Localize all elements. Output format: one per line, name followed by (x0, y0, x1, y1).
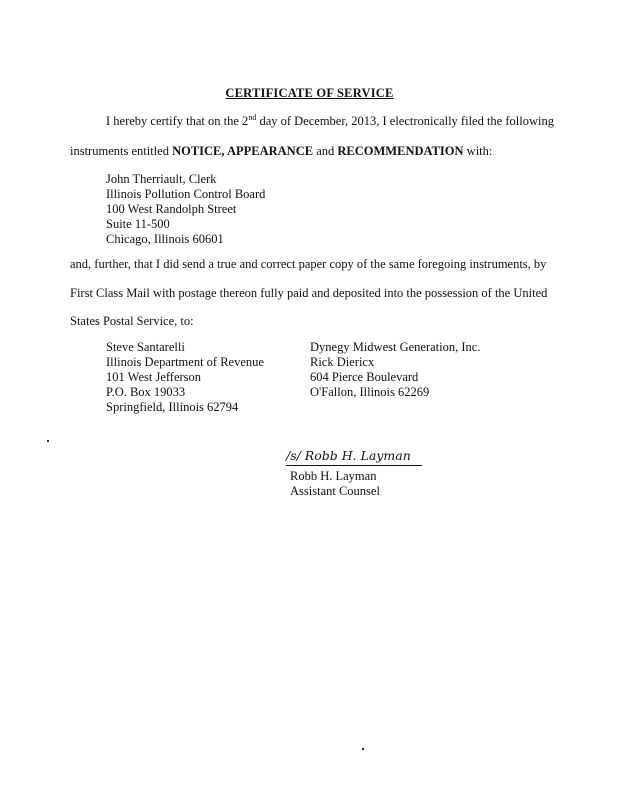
document-title: CERTIFICATE OF SERVICE (225, 86, 394, 100)
address-line: Illinois Pollution Control Board (106, 187, 266, 201)
address-line: Illinois Department of Revenue (106, 355, 264, 369)
address-line: P.O. Box 19033 (106, 385, 186, 399)
recipient-address-left (106, 340, 264, 415)
certification-paragraph-line-2 (70, 144, 492, 159)
instrument-names: NOTICE, APPEARANCE (172, 144, 314, 158)
scan-speck (362, 748, 364, 750)
address-line: Dynegy Midwest Generation, Inc. (310, 340, 481, 354)
signature-line: /s/ Robb H. Layman (286, 448, 422, 466)
certification-paragraph-line-1 (106, 114, 554, 129)
address-line: 604 Pierce Boulevard (310, 370, 419, 384)
para1-suffix: day of December, 2013, I electronically filed the following (256, 114, 554, 128)
instrument-recommendation: RECOMMENDATION (337, 144, 464, 158)
clerk-address-block (106, 172, 265, 247)
address-line: 101 West Jefferson (106, 370, 202, 384)
scan-speck (47, 440, 49, 442)
recipient-address-right (310, 340, 480, 400)
para1-prefix: I hereby certify that on the 2 (106, 114, 249, 128)
address-line: Suite 11-500 (106, 217, 170, 231)
address-line: Rick Diericx (310, 355, 375, 369)
service-paragraph-line-3: States Postal Service, to: (70, 314, 194, 328)
para2-mid: and (313, 144, 338, 158)
para2-suffix: with: (463, 144, 493, 158)
signer-title: Assistant Counsel (290, 484, 380, 498)
address-line: Springfield, Illinois 62794 (106, 400, 239, 414)
address-line: 100 West Randolph Street (106, 202, 237, 216)
para2-prefix: instruments entitled (70, 144, 173, 158)
address-line: John Therriault, Clerk (106, 172, 217, 186)
address-line: Steve Santarelli (106, 340, 185, 354)
address-line: O'Fallon, Illinois 62269 (310, 385, 430, 399)
address-line: Chicago, Illinois 60601 (106, 232, 224, 246)
service-paragraph-line-1: and, further, that I did send a true and correct paper copy of the same foregoing instruments, by (70, 257, 547, 271)
signature-block (286, 448, 422, 499)
para1-ordinal: nd (248, 112, 257, 122)
signer-name: Robb H. Layman (290, 469, 377, 483)
service-paragraph-line-2: First Class Mail with postage thereon fully paid and deposited into the possession of the United (70, 286, 548, 300)
